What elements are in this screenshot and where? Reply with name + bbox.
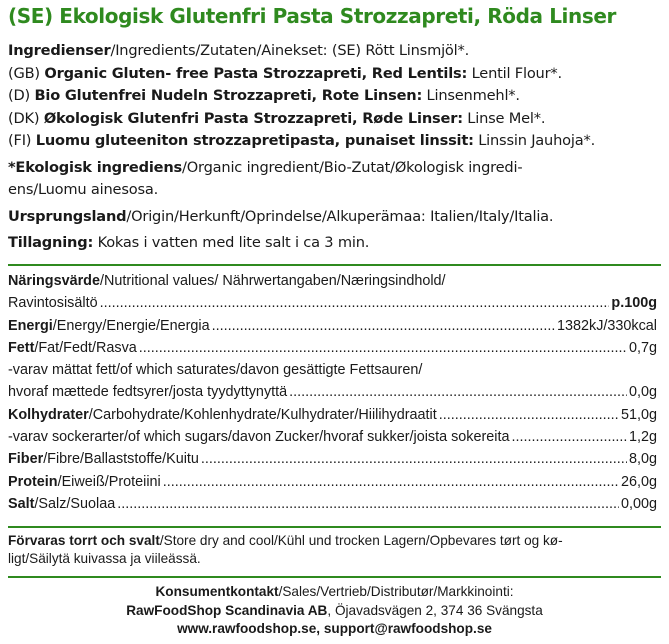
nutrition-row [8, 426, 657, 448]
nutrition-row-label [8, 404, 437, 426]
storage-label: Förvaras torrt och svalt [8, 533, 160, 548]
cooking-text: Kokas i vatten med lite salt i ca 3 min. [93, 234, 370, 251]
organic-note-line1 [8, 157, 663, 180]
nutrition-row [8, 315, 657, 337]
ingredients-se-text: /Ingredients/Zutaten/Ainekset: (SE) Rött Linsmjöl*. [110, 42, 470, 59]
nutrient-value: 1,2g [628, 429, 657, 446]
nutrition-row [8, 448, 657, 470]
email-link[interactable]: support@rawfoodshop.se [323, 621, 492, 636]
nutrition-row [8, 359, 657, 381]
cooking-label: Tillagning: [8, 234, 94, 251]
nutrient-name: Kolhydrater [8, 406, 89, 423]
divider-middle [8, 526, 661, 528]
nutrient-value: 0,0g [628, 384, 657, 401]
dk-product-name: Økologisk Glutenfri Pasta Strozzapreti, Røde Linser: [43, 109, 463, 127]
nutrient-value: 8,0g [628, 451, 657, 468]
fi-prefix: (FI) [8, 132, 36, 149]
dk-ingredients: Linse Mel*. [462, 109, 546, 127]
nutrient-value: 0,00g [620, 495, 657, 512]
nutrition-row [8, 404, 657, 426]
origin-label: Ursprungsland [8, 207, 127, 225]
divider-bottom [8, 576, 661, 578]
nutrition-row [8, 493, 657, 515]
nutrition-row-label [8, 493, 115, 515]
organic-label: *Ekologisk ingrediens [8, 158, 183, 176]
origin-line [8, 206, 663, 229]
d-prefix: (D) [8, 87, 35, 104]
organic-text-1: /Organic ingredient/Bio-Zutat/Økologisk ingredi- [182, 158, 523, 176]
ingredients-gb-line [8, 63, 663, 86]
organic-note-line2: ens/Luomu ainesosa. [8, 181, 159, 198]
fi-product-name: Luomu gluteeniton strozzapretipasta, punaiset linssit: [35, 132, 474, 149]
nutrition-row-label [8, 315, 210, 337]
nutrition-header [8, 270, 657, 292]
storage-block [8, 532, 658, 568]
origin-text: /Origin/Herkunft/Oprindelse/Alkuperämaa: Italien/Italy/Italia. [126, 207, 554, 225]
ingredients-dk-line [8, 108, 663, 131]
nutrient-translations: hvoraf mættede fedtsyrer/josta tyydyttynyttä [8, 384, 288, 401]
contact-line3 [0, 620, 669, 639]
per-label: Ravintosisältö [8, 295, 98, 312]
nutrient-value: 26,0g [620, 473, 657, 490]
company-address: , Öjavadsvägen 2, 374 36 Svängsta [327, 602, 543, 618]
ingredients-fi-line [8, 130, 663, 153]
nutrient-value: 51,0g [620, 406, 657, 423]
website-link[interactable]: www.rawfoodshop.se [177, 621, 317, 636]
contact-label: Konsumentkontakt [155, 584, 279, 599]
contact-separator: , [316, 621, 324, 636]
nutrient-name: Fett [8, 339, 35, 356]
nutrition-header-text: /Nutritional values/ Nährwertangaben/Næringsindhold/ [99, 273, 446, 289]
contact-line1 [0, 583, 669, 602]
gb-prefix: (GB) [8, 64, 45, 82]
product-title: (SE) Ekologisk Glutenfri Pasta Strozzapreti, Röda Linser [8, 4, 616, 28]
nutrition-label: Näringsvärde [8, 273, 100, 289]
nutrition-row [8, 471, 657, 493]
nutrient-translations: /Energy/Energie/Energia [52, 317, 210, 334]
nutrition-row-label [8, 471, 161, 493]
contact-roles: /Sales/Vertrieb/Distributør/Markkinointi: [278, 584, 514, 599]
per-value: p.100g [611, 295, 657, 312]
nutrient-name: Energi [8, 317, 53, 334]
ingredients-d-line [8, 85, 663, 108]
nutrient-translations: -varav sockerarter/of which sugars/davon Zucker/hvoraf sukker/joista sokereita [8, 429, 510, 446]
nutrition-table [8, 270, 657, 515]
ingredients-se-line [8, 40, 663, 63]
nutrient-name: Protein [8, 473, 58, 490]
storage-text-1: /Store dry and cool/Kühl und trocken Lagern/Opbevares tørt og kø- [159, 533, 563, 548]
dk-prefix: (DK) [8, 109, 44, 127]
nutrition-row-label [8, 337, 137, 359]
gb-product-name: Organic Gluten- free Pasta Strozzapreti, Red Lentils: [44, 64, 468, 82]
nutrition-row [8, 337, 657, 359]
company-name: RawFoodShop Scandinavia AB [126, 602, 328, 618]
cooking-line [8, 232, 663, 255]
nutrition-row-label [8, 426, 509, 448]
ingredients-block [8, 40, 663, 255]
nutrient-translations: /Fibre/Ballaststoffe/Kuitu [43, 451, 199, 468]
ingredients-label: Ingredienser [8, 42, 111, 59]
nutrition-row-label [8, 359, 422, 381]
nutrition-row-label [8, 448, 199, 470]
nutrient-translations: /Salz/Suolaa [34, 495, 116, 512]
nutrient-name: Fiber [8, 451, 44, 468]
nutrition-per-row [8, 292, 657, 314]
nutrition-row-label [8, 381, 287, 403]
d-product-name: Bio Glutenfrei Nudeln Strozzapreti, Rote Linsen: [34, 87, 423, 104]
divider-top [8, 264, 661, 266]
nutrient-translations: /Eiweiß/Proteiini [57, 473, 161, 490]
nutrient-translations: /Carbohydrate/Kohlenhydrate/Kulhydrater/Hiilihydraatit [88, 406, 437, 423]
gb-ingredients: Lentil Flour*. [467, 64, 562, 82]
d-ingredients: Linsenmehl*. [422, 87, 520, 104]
fi-ingredients: Linssin Jauhoja*. [473, 132, 596, 149]
nutrient-translations: /Fat/Fedt/Rasva [34, 339, 137, 356]
nutrient-value: 0,7g [628, 339, 657, 356]
nutrient-value: 1382kJ/330kcal [556, 317, 657, 334]
storage-line1 [8, 532, 658, 550]
storage-line2: ligt/Säilytä kuivassa ja viileässä. [8, 551, 201, 566]
nutrient-name: Salt [8, 495, 35, 512]
nutrition-row [8, 381, 657, 403]
contact-block [0, 583, 669, 639]
nutrient-translations: -varav mättat fett/of which saturates/davon gesättigte Fettsauren/ [8, 362, 423, 379]
contact-line2 [0, 602, 669, 621]
